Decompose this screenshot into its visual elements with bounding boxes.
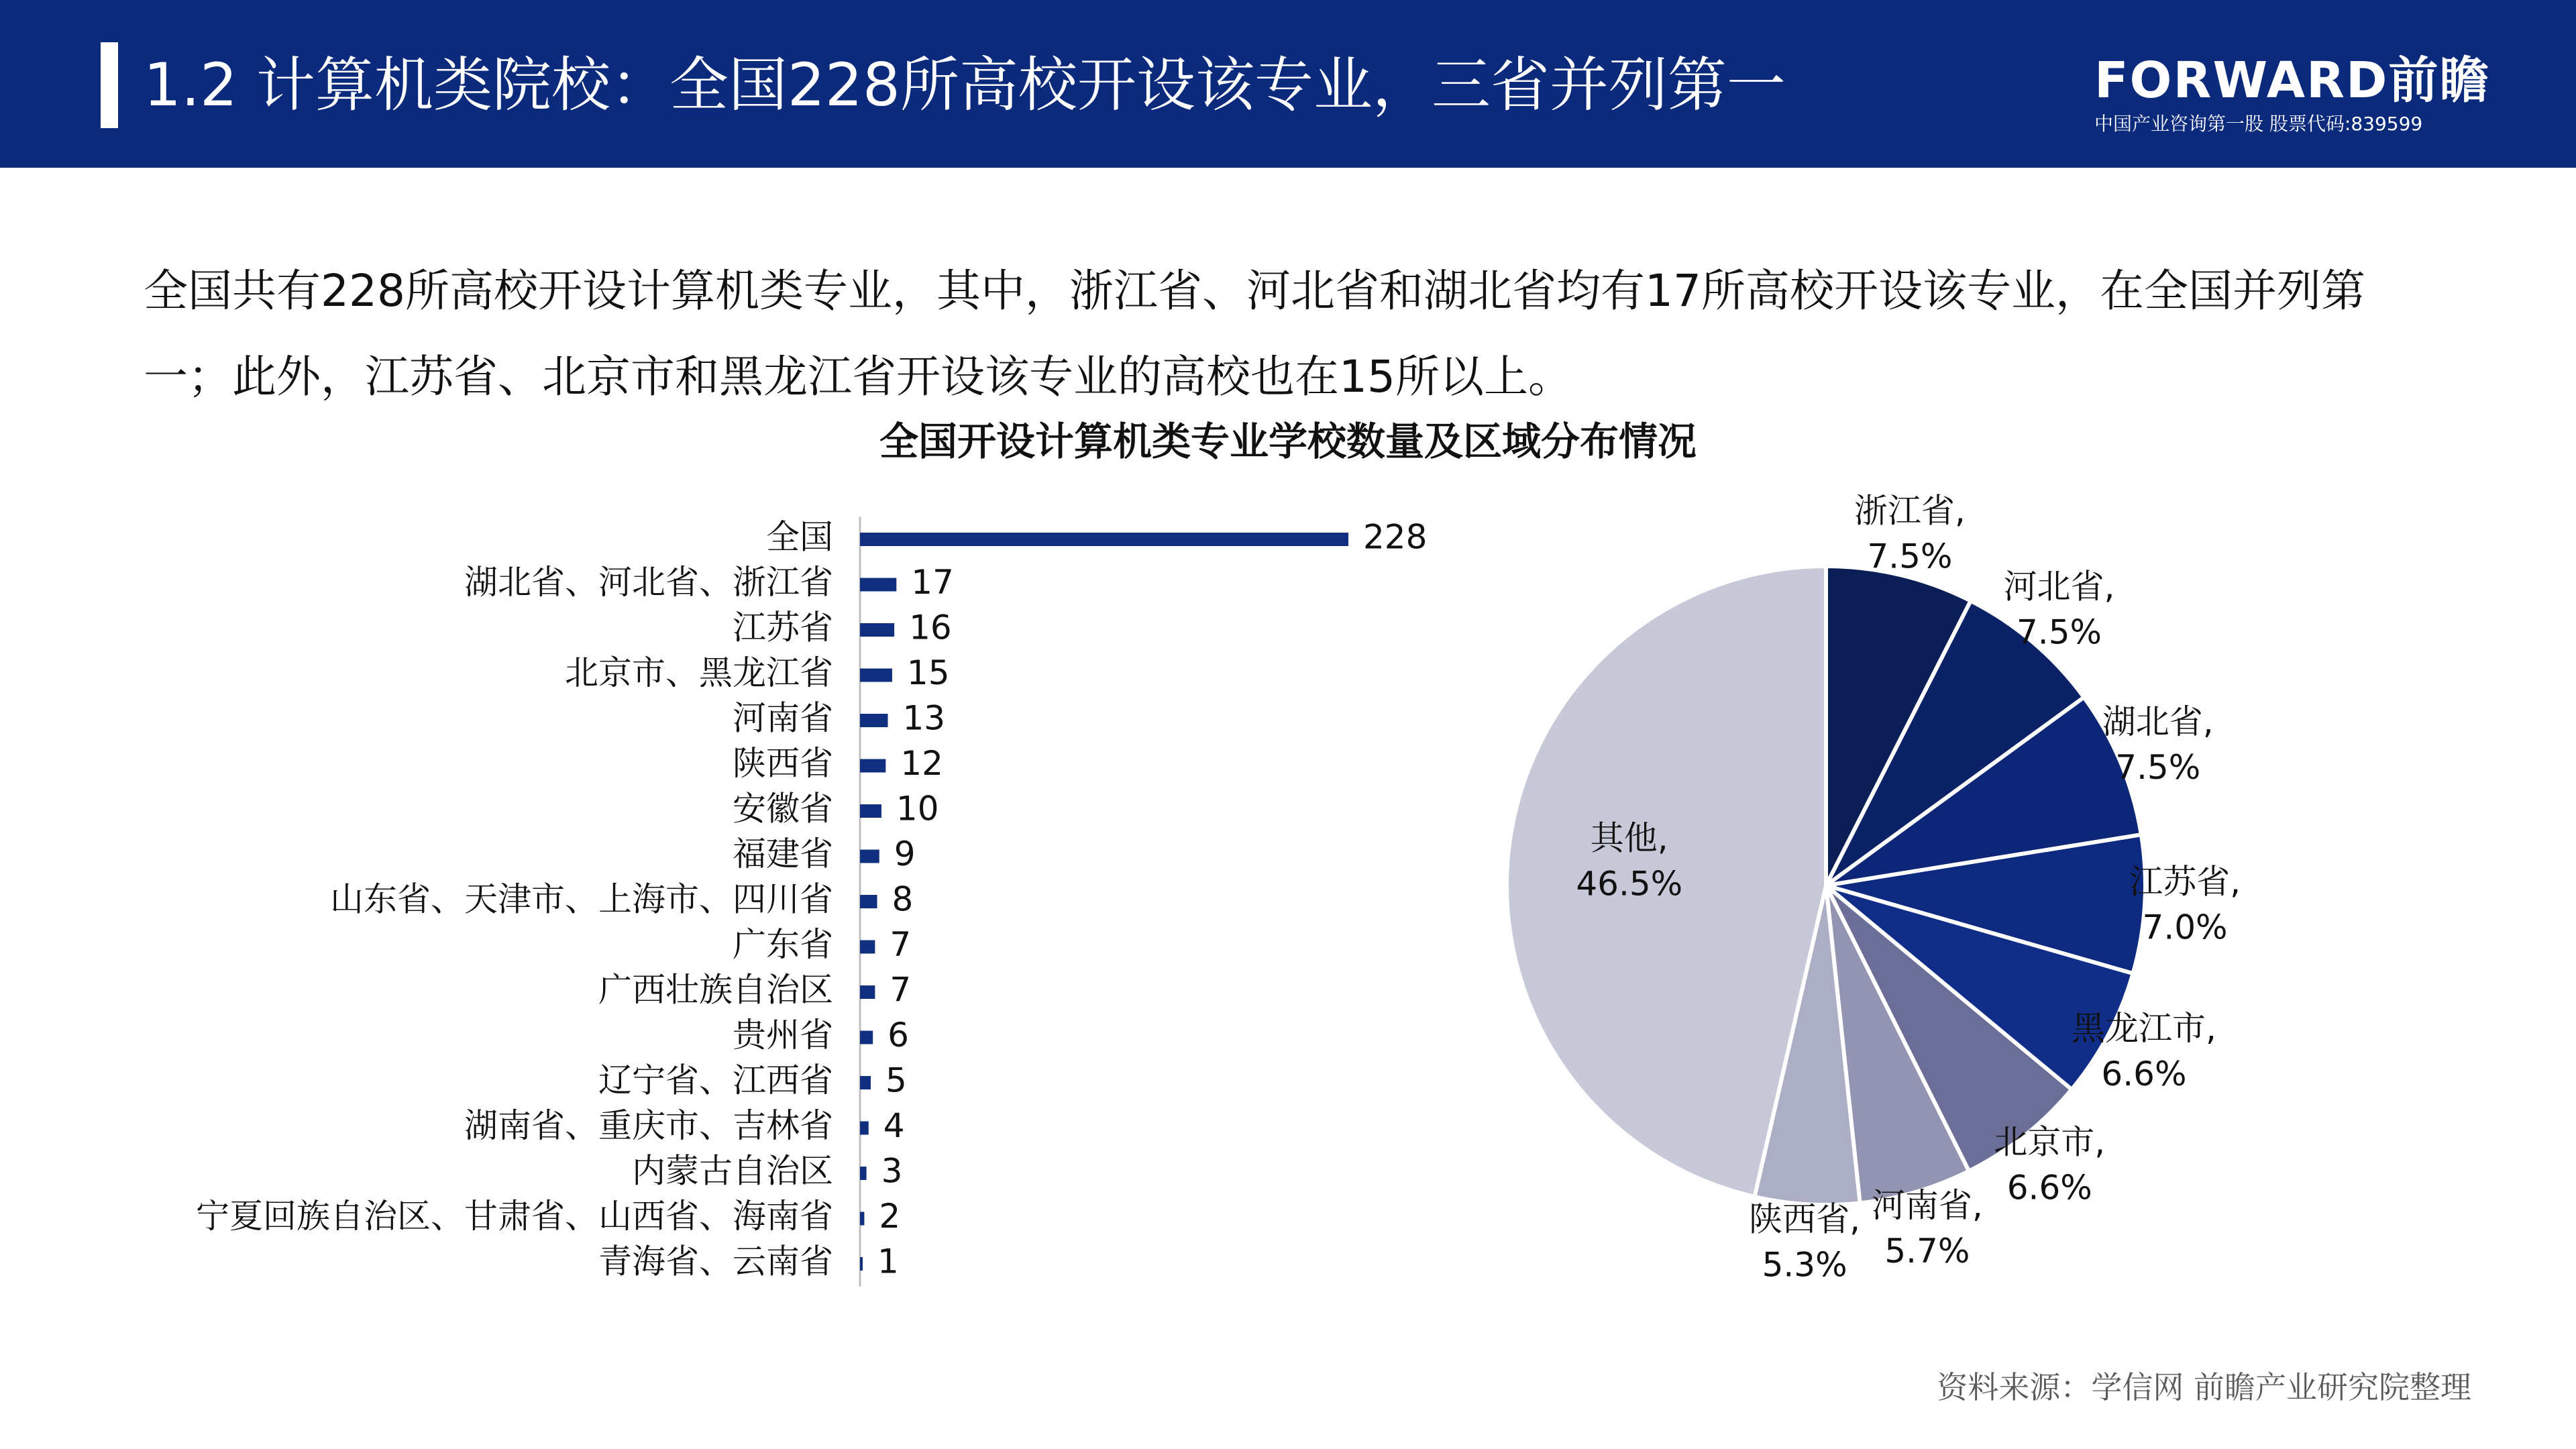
bar bbox=[860, 578, 896, 592]
bar-category-label: 陕西省 bbox=[733, 744, 833, 783]
header-accent-bar bbox=[101, 42, 118, 128]
pie-slice-name: 陕西省, bbox=[1749, 1199, 1861, 1239]
bar bbox=[860, 1076, 871, 1089]
pie-slice-percent: 46.5% bbox=[1576, 864, 1683, 904]
bar bbox=[860, 714, 888, 727]
brand-tagline: 中国产业咨询第一股 股票代码:839599 bbox=[2094, 113, 2423, 135]
bar bbox=[860, 985, 875, 999]
bar-data-label: 9 bbox=[894, 835, 916, 873]
brand-logo bbox=[2094, 50, 2491, 138]
pie-slice-name: 黑龙江市, bbox=[2071, 1008, 2216, 1048]
pie-slice-percent: 5.7% bbox=[1884, 1231, 1970, 1271]
bar-data-label: 15 bbox=[906, 653, 950, 692]
bar-category-label: 山东省、天津市、上海市、四川省 bbox=[330, 879, 833, 919]
bar bbox=[860, 759, 885, 773]
pie-slice-percent: 7.5% bbox=[1867, 537, 1953, 576]
pie-slice-percent: 7.5% bbox=[2115, 748, 2201, 788]
pie-slice-name: 河北省, bbox=[2003, 567, 2115, 606]
bar-category-label: 北京市、黑龙江省 bbox=[565, 653, 833, 692]
bar-data-label: 6 bbox=[888, 1016, 909, 1055]
pie-slice-name: 其他, bbox=[1590, 818, 1668, 858]
pie-slice-percent: 5.3% bbox=[1762, 1245, 1847, 1285]
pie-slice-percent: 7.5% bbox=[2017, 612, 2102, 652]
chart-title: 全国开设计算机类专业学校数量及区域分布情况 bbox=[879, 419, 1697, 464]
brand-logo-text: FORWARD前瞻 bbox=[2094, 52, 2491, 109]
bar-data-label: 2 bbox=[879, 1197, 901, 1236]
bar-category-label: 青海省、云南省 bbox=[598, 1242, 833, 1281]
bar-data-label: 1 bbox=[877, 1242, 899, 1281]
pie-slice-percent: 7.0% bbox=[2142, 908, 2228, 947]
bar bbox=[860, 1122, 869, 1135]
bar-category-label: 辽宁省、江西省 bbox=[598, 1061, 833, 1100]
bar bbox=[860, 1031, 873, 1044]
bar bbox=[860, 895, 877, 908]
bar-data-label: 228 bbox=[1363, 517, 1428, 557]
bar-data-label: 10 bbox=[896, 789, 939, 828]
bar-data-label: 7 bbox=[890, 925, 912, 964]
bar bbox=[860, 941, 875, 954]
bar-category-label: 全国 bbox=[766, 517, 833, 557]
bar-category-label: 河南省 bbox=[733, 698, 833, 738]
pie-slice-name: 河南省, bbox=[1871, 1185, 1983, 1225]
page-title: 1.2 计算机类院校：全国228所高校开设该专业，三省并列第一 bbox=[144, 50, 1786, 119]
bar-category-label: 内蒙古自治区 bbox=[632, 1151, 833, 1191]
bar-data-label: 12 bbox=[900, 744, 943, 783]
bar bbox=[860, 804, 881, 818]
pie-slice-name: 江苏省, bbox=[2129, 862, 2241, 902]
bar-data-label: 3 bbox=[881, 1151, 903, 1191]
bar-data-label: 8 bbox=[892, 879, 914, 919]
bar bbox=[860, 1257, 863, 1271]
source-note: 资料来源：学信网 前瞻产业研究院整理 bbox=[1937, 1369, 2471, 1405]
bar bbox=[860, 850, 879, 863]
bar-data-label: 13 bbox=[902, 698, 946, 738]
pie-slice-percent: 6.6% bbox=[2101, 1054, 2187, 1093]
bar-category-label: 湖南省、重庆市、吉林省 bbox=[464, 1106, 833, 1145]
pie-slice-name: 湖北省, bbox=[2102, 702, 2214, 742]
pie-slice-name: 浙江省, bbox=[1854, 491, 1966, 531]
bar-category-label: 安徽省 bbox=[733, 789, 833, 828]
bar bbox=[860, 623, 894, 637]
bar-data-label: 17 bbox=[911, 563, 954, 602]
bar-category-label: 广西壮族自治区 bbox=[598, 970, 833, 1010]
header-bar bbox=[0, 0, 2576, 168]
bar-data-label: 5 bbox=[885, 1061, 907, 1100]
bar bbox=[860, 1167, 867, 1180]
bar-category-label: 贵州省 bbox=[733, 1016, 833, 1055]
bar-data-label: 7 bbox=[890, 970, 912, 1010]
pie-slice-percent: 6.6% bbox=[2006, 1168, 2092, 1208]
bar-category-label: 湖北省、河北省、浙江省 bbox=[464, 563, 833, 602]
bar bbox=[860, 533, 1348, 546]
pie-chart bbox=[1449, 470, 2496, 1342]
bar-category-label: 福建省 bbox=[733, 835, 833, 873]
bar-category-label: 广东省 bbox=[733, 925, 833, 964]
bar-chart bbox=[0, 510, 1476, 1315]
pie-slice-name: 北京市, bbox=[1994, 1122, 2106, 1162]
bar bbox=[860, 1212, 864, 1226]
bar-category-label: 江苏省 bbox=[733, 608, 833, 647]
bar bbox=[860, 669, 892, 682]
bar-data-label: 4 bbox=[883, 1106, 905, 1145]
bar-category-label: 宁夏回族自治区、甘肃省、山西省、海南省 bbox=[196, 1197, 833, 1236]
bar-data-label: 16 bbox=[909, 608, 952, 647]
intro-paragraph: 全国共有228所高校开设计算机类专业，其中，浙江省、河北省和湖北省均有17所高校开设该专业，在全国并列第一；此外，江苏省、北京市和黑龙江省开设该专业的高校也在15所以上。 bbox=[144, 265, 2365, 402]
